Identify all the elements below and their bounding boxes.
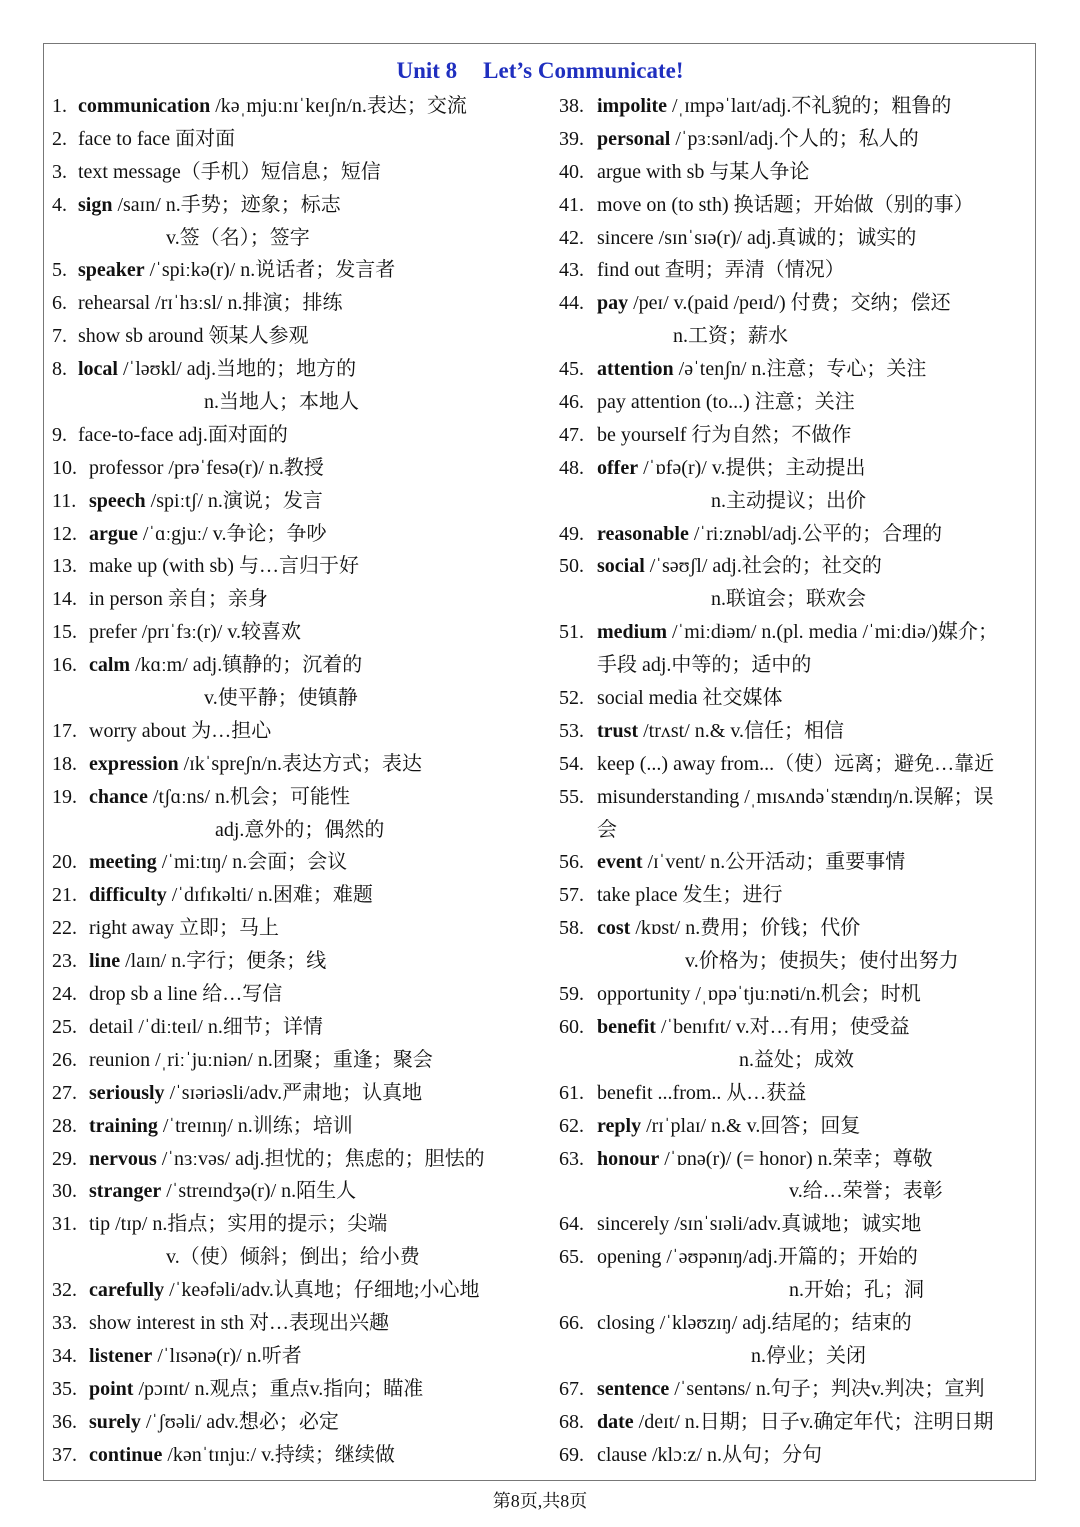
entry-number: 47. <box>559 423 584 446</box>
entry-definition: drop sb a line 给…写信 <box>89 983 283 1006</box>
entry-definition: n.联谊会；联欢会 <box>711 588 866 611</box>
vocab-entry <box>52 1077 552 1110</box>
entry-definition: take place 发生；进行 <box>597 884 783 907</box>
vocab-column-left <box>52 90 552 1471</box>
entry-keyword: pay <box>597 292 629 315</box>
entry-number: 57. <box>559 884 584 907</box>
vocab-entry <box>559 912 1034 945</box>
entry-definition: /kəˌmjuːnɪˈkeɪʃn/n.表达；交流 <box>210 95 467 117</box>
vocab-entry <box>52 1241 552 1274</box>
entry-number: 15. <box>52 621 77 644</box>
entry-definition: /ˈdɪfɪkəlti/ n.困难；难题 <box>166 884 373 907</box>
entry-keyword: surely <box>89 1410 141 1433</box>
vocab-entry <box>559 1241 1034 1274</box>
entry-definition: /ˈsentəns/ n.句子；判决v.判决；宣判 <box>669 1377 985 1400</box>
entry-definition: 会 <box>597 818 617 841</box>
entry-keyword: benefit <box>597 1015 656 1038</box>
vocab-entry <box>559 518 1034 551</box>
entry-definition: /ɪˈvent/ n.公开活动；重要事情 <box>642 851 906 874</box>
unit-subtitle: Let’s Communicate! <box>483 58 684 83</box>
entry-number: 28. <box>52 1114 77 1137</box>
vocab-entry <box>52 682 552 715</box>
vocab-entry <box>52 452 552 485</box>
entry-definition: /laɪn/ n.字行；便条；线 <box>120 950 327 973</box>
vocab-column-right <box>559 90 1034 1471</box>
entry-number: 26. <box>52 1048 77 1071</box>
vocab-entry <box>559 1143 1034 1176</box>
entry-number: 8. <box>52 358 67 381</box>
entry-definition: show sb around 领某人参观 <box>78 325 309 348</box>
entry-definition: /ˈkeəfəli/adv.认真地；仔细地;小心地 <box>164 1279 480 1302</box>
entry-definition: sincerely /sɪnˈsɪəli/adv.真诚地；诚实地 <box>597 1213 922 1236</box>
entry-definition: n.工资；薪水 <box>673 325 788 348</box>
entry-definition: /deɪt/ n.日期；日子v.确定年代；注明日期 <box>633 1410 994 1433</box>
entry-number: 37. <box>52 1443 77 1466</box>
vocab-entry <box>52 550 552 583</box>
vocab-entry <box>559 123 1034 156</box>
entry-number: 63. <box>559 1147 584 1170</box>
entry-definition: social media 社交媒体 <box>597 687 783 710</box>
entry-keyword: sentence <box>597 1377 670 1400</box>
entry-number: 25. <box>52 1015 77 1038</box>
entry-number: 34. <box>52 1344 77 1367</box>
entry-keyword: carefully <box>89 1279 165 1302</box>
entry-definition: /ˈstreɪndʒə(r)/ n.陌生人 <box>161 1180 357 1203</box>
vocab-entry <box>559 748 1034 781</box>
vocab-entry <box>559 1077 1034 1110</box>
entry-number: 64. <box>559 1213 584 1236</box>
entry-number: 18. <box>52 752 77 775</box>
entry-definition: /ˈɒfə(r)/ v.提供；主动提出 <box>638 456 866 479</box>
entry-keyword: difficulty <box>89 884 167 907</box>
vocab-entry <box>559 1044 1034 1077</box>
entry-number: 10. <box>52 456 77 479</box>
entry-keyword: line <box>89 950 121 973</box>
vocab-entry <box>559 781 1034 814</box>
entry-number: 32. <box>52 1279 77 1302</box>
vocab-entry <box>559 189 1034 222</box>
entry-keyword: chance <box>89 785 148 808</box>
entry-definition: v.（使）倾斜；倒出；给小费 <box>166 1246 420 1269</box>
vocab-entry <box>559 1307 1034 1340</box>
vocab-entry <box>52 879 552 912</box>
entry-number: 19. <box>52 785 77 808</box>
entry-definition: /kɑːm/ adj.镇静的；沉着的 <box>130 654 363 677</box>
entry-definition: /ˈlɪsənə(r)/ n.听者 <box>152 1344 302 1367</box>
vocab-entry <box>52 485 552 518</box>
entry-definition: /ˈbenɪfɪt/ v.对…有用；使受益 <box>655 1015 910 1038</box>
entry-number: 54. <box>559 752 584 775</box>
vocab-entry <box>52 1373 552 1406</box>
entry-keyword: point <box>89 1377 134 1400</box>
entry-number: 33. <box>52 1311 77 1334</box>
vocab-entry <box>559 353 1034 386</box>
entry-definition: sincere /sɪnˈsɪə(r)/ adj.真诚的；诚实的 <box>597 226 917 249</box>
entry-number: 65. <box>559 1246 584 1269</box>
vocab-entry <box>52 90 552 123</box>
entry-definition: /ˈsɪəriəsli/adv.严肃地；认真地 <box>164 1081 423 1104</box>
entry-definition: keep (...) away from...（使）远离；避免…靠近 <box>597 752 995 775</box>
entry-number: 40. <box>559 160 584 183</box>
entry-number: 4. <box>52 193 67 216</box>
unit-title <box>0 58 1080 84</box>
entry-number: 50. <box>559 555 584 578</box>
vocab-entry <box>52 583 552 616</box>
entry-definition: misunderstanding /ˌmɪsʌndəˈstændɪŋ/n.误解；误 <box>597 785 994 808</box>
entry-definition: face to face 面对面 <box>78 127 236 150</box>
entry-definition: move on (to sth) 换话题；开始做（别的事） <box>597 193 974 216</box>
entry-definition: text message（手机）短信息；短信 <box>78 160 381 183</box>
entry-number: 17. <box>52 719 77 742</box>
entry-number: 9. <box>52 423 67 446</box>
entry-number: 69. <box>559 1443 584 1466</box>
entry-definition: v.签（名）；签字 <box>166 226 310 249</box>
entry-definition: /ˈriːznəbl/adj.公平的；合理的 <box>688 522 943 545</box>
entry-definition: show interest in sth 对…表现出兴趣 <box>89 1311 389 1334</box>
vocab-entry <box>559 649 1034 682</box>
entry-definition: 手段 adj.中等的；适中的 <box>597 654 812 677</box>
entry-number: 52. <box>559 687 584 710</box>
entry-number: 13. <box>52 555 77 578</box>
entry-keyword: medium <box>597 621 667 644</box>
entry-keyword: personal <box>597 127 671 150</box>
entry-definition: /spiːtʃ/ n.演说；发言 <box>145 489 323 512</box>
vocab-entry <box>52 912 552 945</box>
entry-definition: n.当地人；本地人 <box>204 391 359 414</box>
entry-keyword: seriously <box>89 1081 165 1104</box>
vocab-entry <box>52 254 552 287</box>
entry-definition: right away 立即；马上 <box>89 917 279 940</box>
entry-keyword: communication <box>78 95 211 117</box>
entry-number: 62. <box>559 1114 584 1137</box>
vocab-entry <box>52 386 552 419</box>
entry-number: 6. <box>52 292 67 315</box>
vocab-entry <box>559 254 1034 287</box>
entry-definition: reunion /ˌriːˈjuːniən/ n.团聚；重逢；聚会 <box>89 1048 433 1071</box>
entry-definition: n.益处；成效 <box>739 1048 854 1071</box>
entry-number: 5. <box>52 259 67 282</box>
vocab-entry <box>52 1208 552 1241</box>
entry-number: 43. <box>559 259 584 282</box>
entry-keyword: cost <box>597 917 631 940</box>
vocab-entry <box>559 452 1034 485</box>
entry-number: 42. <box>559 226 584 249</box>
entry-definition: v.价格为；使损失；使付出努力 <box>685 950 959 973</box>
vocab-entry <box>52 616 552 649</box>
entry-keyword: date <box>597 1410 634 1433</box>
entry-definition: /tʃɑːns/ n.机会；可能性 <box>147 785 351 808</box>
entry-number: 51. <box>559 621 584 644</box>
entry-definition: /ˈtreɪnɪŋ/ n.训练；培训 <box>157 1114 353 1137</box>
entry-number: 1. <box>52 95 67 117</box>
entry-keyword: social <box>597 555 645 578</box>
entry-keyword: continue <box>89 1443 163 1466</box>
entry-number: 20. <box>52 851 77 874</box>
vocab-entry <box>52 781 552 814</box>
entry-keyword: trust <box>597 719 639 742</box>
vocab-entry <box>559 320 1034 353</box>
page-footer: 第8页,共8页 <box>492 1491 588 1511</box>
entry-number: 30. <box>52 1180 77 1203</box>
entry-number: 11. <box>52 489 77 512</box>
entry-keyword: meeting <box>89 851 157 874</box>
entry-number: 39. <box>559 127 584 150</box>
entry-keyword: speech <box>89 489 146 512</box>
entry-number: 12. <box>52 522 77 545</box>
entry-definition: detail /ˈdiːteɪl/ n.细节；详情 <box>89 1015 323 1038</box>
entry-keyword: attention <box>597 358 674 381</box>
vocab-entry <box>52 518 552 551</box>
entry-definition: rehearsal /rɪˈhɜːsl/ n.排演；排练 <box>78 292 343 315</box>
unit-label: Unit 8 <box>396 58 458 83</box>
entry-definition: prefer /prɪˈfɜː(r)/ v.较喜欢 <box>89 621 302 644</box>
entry-definition: be yourself 行为自然；不做作 <box>597 423 852 446</box>
entry-definition: n.主动提议；出价 <box>711 489 866 512</box>
vocab-entry <box>52 189 552 222</box>
entry-keyword: listener <box>89 1344 153 1367</box>
entry-keyword: impolite <box>597 95 667 117</box>
vocab-entry <box>559 550 1034 583</box>
vocab-entry <box>559 616 1034 649</box>
vocab-entry <box>559 1373 1034 1406</box>
vocab-entry <box>559 419 1034 452</box>
entry-definition: clause /klɔːz/ n.从句；分句 <box>597 1443 822 1466</box>
vocab-entry <box>559 978 1034 1011</box>
entry-number: 14. <box>52 588 77 611</box>
entry-number: 2. <box>52 127 67 150</box>
entry-definition: opening /ˈəʊpənɪŋ/adj.开篇的；开始的 <box>597 1246 918 1269</box>
entry-definition: /əˈtenʃn/ n.注意；专心；关注 <box>673 358 927 381</box>
entry-definition: /ˈsəʊʃl/ adj.社会的；社交的 <box>644 555 882 578</box>
entry-definition: adj.意外的；偶然的 <box>215 818 385 841</box>
entry-definition: /peɪ/ v.(paid /peɪd/) 付费；交纳；偿还 <box>628 292 951 315</box>
entry-definition: /ˈɒnə(r)/ (= honor) n.荣幸；尊敬 <box>659 1147 933 1170</box>
entry-number: 38. <box>559 95 584 117</box>
vocab-entry <box>559 879 1034 912</box>
vocab-entry <box>52 748 552 781</box>
vocab-entry <box>52 1044 552 1077</box>
vocab-entry <box>559 90 1034 123</box>
vocab-entry <box>559 156 1034 189</box>
entry-number: 23. <box>52 950 77 973</box>
vocab-entry <box>52 1307 552 1340</box>
entry-definition: n.开始；孔；洞 <box>789 1279 924 1302</box>
entry-number: 56. <box>559 851 584 874</box>
vocab-entry <box>52 846 552 879</box>
vocab-entry <box>52 1439 552 1472</box>
entry-number: 66. <box>559 1311 584 1334</box>
vocab-entry <box>52 1011 552 1044</box>
vocab-entry <box>559 1274 1034 1307</box>
entry-keyword: nervous <box>89 1147 157 1170</box>
vocab-entry <box>52 1406 552 1439</box>
entry-definition: /ˈpɜːsənl/adj.个人的；私人的 <box>670 127 919 150</box>
entry-keyword: calm <box>89 654 131 677</box>
entry-definition: /ˈmiːdiəm/ n.(pl. media /ˈmiːdiə/)媒介； <box>667 621 999 644</box>
vocab-entry <box>52 353 552 386</box>
vocab-entry <box>559 1439 1034 1472</box>
entry-definition: /saɪn/ n.手势；迹象；标志 <box>112 193 341 216</box>
entry-definition: v.给…荣誉；表彰 <box>789 1180 943 1203</box>
entry-number: 67. <box>559 1377 584 1400</box>
entry-keyword: reasonable <box>597 522 689 545</box>
vocab-entry <box>559 287 1034 320</box>
entry-number: 68. <box>559 1410 584 1433</box>
entry-definition: /ˈləʊkl/ adj.当地的；地方的 <box>118 358 357 381</box>
vocab-entry <box>559 814 1034 847</box>
entry-definition: in person 亲自；亲身 <box>89 588 268 611</box>
entry-definition: /ˈnɜːvəs/ adj.担忧的；焦虑的；胆怯的 <box>156 1147 485 1170</box>
entry-keyword: local <box>78 358 118 381</box>
entry-number: 24. <box>52 983 77 1006</box>
vocab-entry <box>52 715 552 748</box>
vocab-entry <box>559 1208 1034 1241</box>
entry-definition: /trʌst/ n.& v.信任；相信 <box>638 719 845 742</box>
entry-keyword: stranger <box>89 1180 162 1203</box>
entry-number: 45. <box>559 358 584 381</box>
entry-number: 31. <box>52 1213 77 1236</box>
entry-number: 49. <box>559 522 584 545</box>
entry-definition: argue with sb 与某人争论 <box>597 160 810 183</box>
entry-definition: /ˈspiːkə(r)/ n.说话者；发言者 <box>144 259 396 282</box>
entry-number: 44. <box>559 292 584 315</box>
entry-keyword: training <box>89 1114 158 1137</box>
vocab-entry <box>52 1143 552 1176</box>
entry-keyword: argue <box>89 522 138 545</box>
vocab-entry <box>559 1406 1034 1439</box>
entry-number: 53. <box>559 719 584 742</box>
entry-definition: /kənˈtɪnjuː/ v.持续；继续做 <box>162 1443 395 1466</box>
entry-number: 29. <box>52 1147 77 1170</box>
vocab-entry <box>52 1340 552 1373</box>
entry-definition: /ˈɑːgjuː/ v.争论；争吵 <box>137 522 327 545</box>
vocab-entry <box>52 123 552 156</box>
entry-keyword: offer <box>597 456 639 479</box>
entry-definition: /ˈmiːtɪŋ/ n.会面；会议 <box>156 851 348 874</box>
entry-number: 55. <box>559 785 584 808</box>
entry-number: 21. <box>52 884 77 907</box>
entry-keyword: sign <box>78 193 113 216</box>
entry-number: 60. <box>559 1015 584 1038</box>
entry-keyword: expression <box>89 752 179 775</box>
vocab-entry <box>559 682 1034 715</box>
vocab-entry <box>559 386 1034 419</box>
vocab-entry <box>559 945 1034 978</box>
entry-keyword: speaker <box>78 259 145 282</box>
entry-definition: /pɔɪnt/ n.观点；重点v.指向；瞄准 <box>133 1377 424 1400</box>
entry-definition: pay attention (to...) 注意；关注 <box>597 391 855 414</box>
entry-definition: find out 查明；弄清（情况） <box>597 259 845 282</box>
vocab-entry <box>52 156 552 189</box>
vocab-entry <box>52 1110 552 1143</box>
entry-number: 35. <box>52 1377 77 1400</box>
entry-number: 7. <box>52 325 67 348</box>
entry-definition: /ɪkˈspreʃn/n.表达方式；表达 <box>178 752 422 775</box>
vocab-entry <box>52 419 552 452</box>
entry-number: 16. <box>52 654 77 677</box>
entry-keyword: honour <box>597 1147 660 1170</box>
entry-number: 3. <box>52 160 67 183</box>
vocab-entry <box>559 846 1034 879</box>
vocab-entry <box>52 1175 552 1208</box>
vocab-entry <box>52 649 552 682</box>
vocab-entry <box>559 583 1034 616</box>
entry-definition: n.停业；关闭 <box>751 1344 866 1367</box>
entry-definition: closing /ˈkləʊzɪŋ/ adj.结尾的；结束的 <box>597 1311 912 1334</box>
entry-definition: worry about 为…担心 <box>89 719 272 742</box>
entry-number: 46. <box>559 391 584 414</box>
entry-number: 41. <box>559 193 584 216</box>
entry-number: 59. <box>559 983 584 1006</box>
vocab-entry <box>559 1011 1034 1044</box>
entry-definition: face-to-face adj.面对面的 <box>78 423 288 446</box>
entry-number: 36. <box>52 1410 77 1433</box>
vocab-entry <box>52 978 552 1011</box>
entry-number: 48. <box>559 456 584 479</box>
entry-number: 27. <box>52 1081 77 1104</box>
vocab-entry <box>559 1175 1034 1208</box>
entry-definition: tip /tɪp/ n.指点；实用的提示；尖端 <box>89 1213 388 1236</box>
entry-number: 58. <box>559 917 584 940</box>
entry-definition: /kɒst/ n.费用；价钱；代价 <box>630 917 861 940</box>
entry-number: 61. <box>559 1081 584 1104</box>
vocab-entry <box>559 485 1034 518</box>
vocab-entry <box>52 1274 552 1307</box>
entry-definition: v.使平静；使镇静 <box>204 687 358 710</box>
entry-definition: make up (with sb) 与…言归于好 <box>89 555 359 578</box>
entry-definition: /ˌɪmpəˈlaɪt/adj.不礼貌的；粗鲁的 <box>667 95 952 117</box>
vocab-entry <box>52 814 552 847</box>
vocab-entry <box>559 715 1034 748</box>
vocab-entry <box>559 222 1034 255</box>
vocab-entry <box>559 1110 1034 1143</box>
vocab-entry <box>52 222 552 255</box>
vocab-entry <box>52 287 552 320</box>
entry-definition: /rɪˈplaɪ/ n.& v.回答；回复 <box>641 1114 861 1137</box>
entry-definition: benefit ...from.. 从…获益 <box>597 1081 807 1104</box>
vocab-entry <box>559 1340 1034 1373</box>
vocab-entry <box>52 945 552 978</box>
entry-definition: opportunity /ˌɒpəˈtjuːnəti/n.机会；时机 <box>597 983 921 1006</box>
entry-keyword: reply <box>597 1114 642 1137</box>
entry-keyword: event <box>597 851 643 874</box>
entry-number: 22. <box>52 917 77 940</box>
vocab-entry <box>52 320 552 353</box>
entry-definition: /ˈʃʊəli/ adv.想必；必定 <box>140 1410 339 1433</box>
entry-definition: professor /prəˈfesə(r)/ n.教授 <box>89 456 324 479</box>
